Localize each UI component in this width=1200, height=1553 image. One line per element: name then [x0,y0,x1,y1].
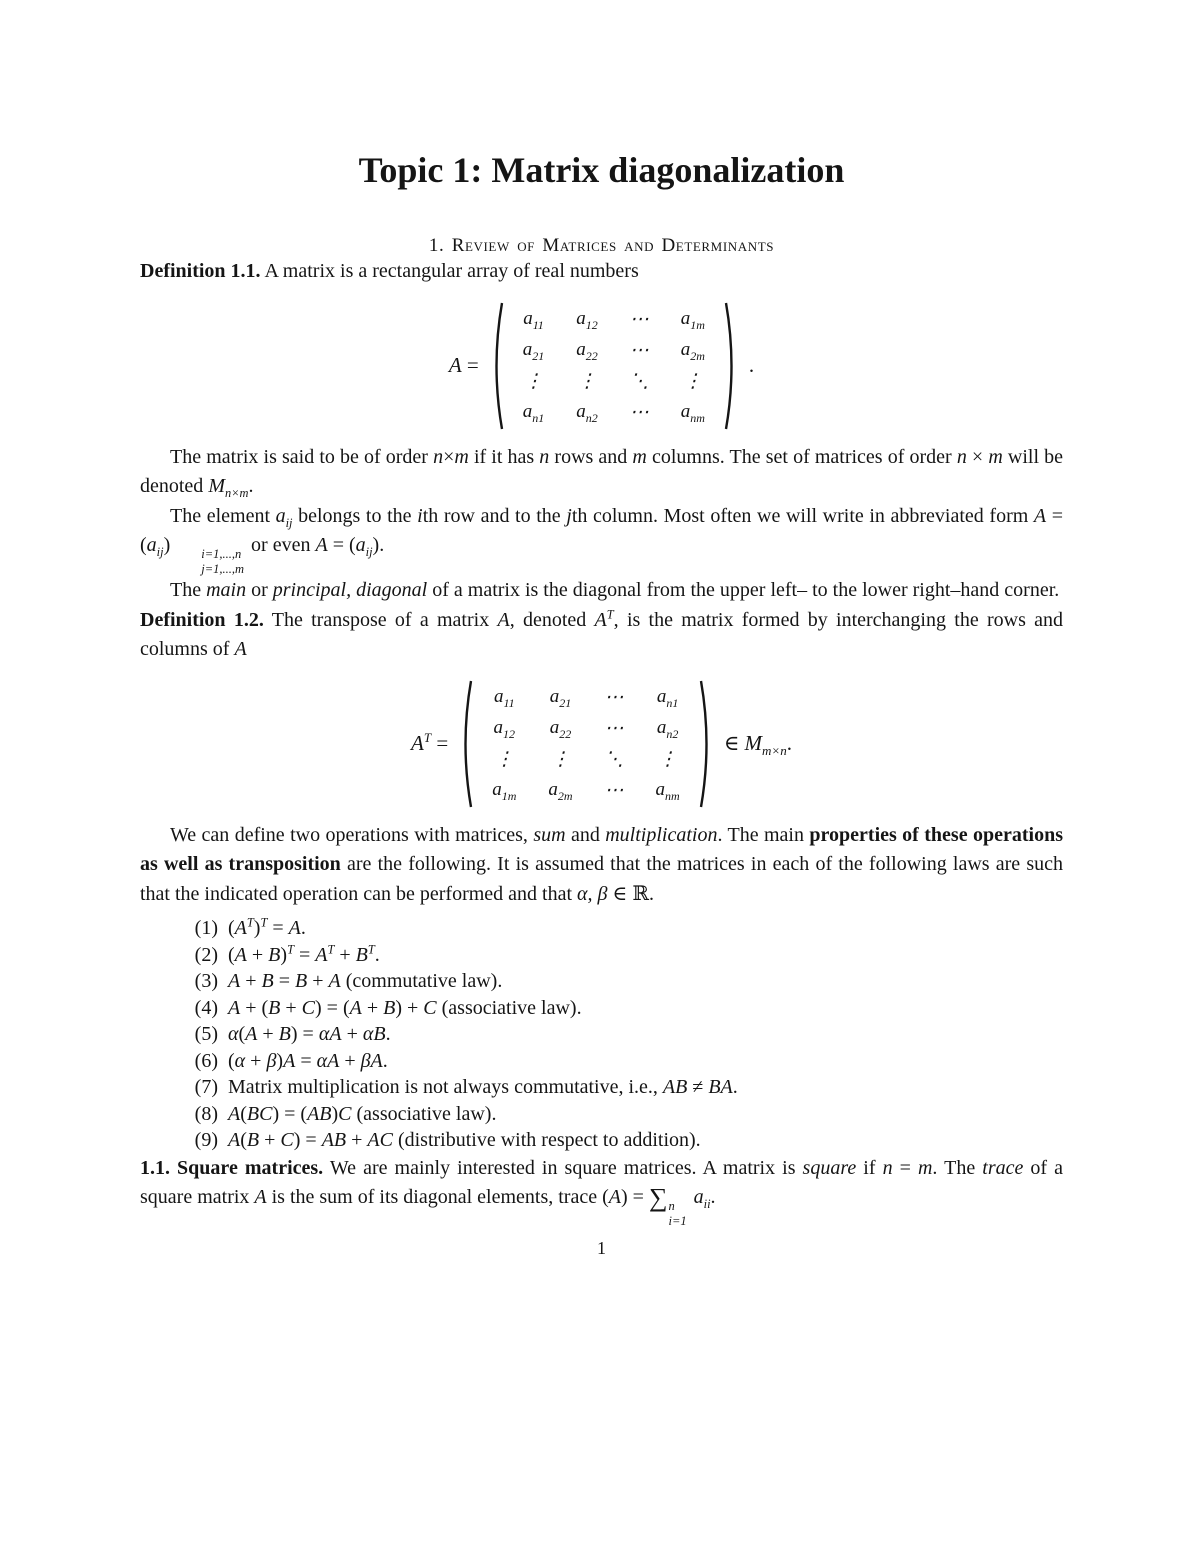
matrix-cell: $a_{12}$ [576,308,598,333]
matrix-at-left-paren [457,678,473,810]
matrix-cell: ⋮ [683,370,703,392]
matrix-cell: $a_{21}$ [522,339,545,364]
matrix-cell: $a_{nm}$ [655,779,680,803]
matrix-cell: $a_{12}$ [493,717,516,741]
property-label: (6) [194,1049,218,1072]
page-number: 1 [597,1237,606,1258]
matrix-at-right-paren [699,678,715,810]
matrix-a-suffix: . [748,353,755,378]
definition-1-2-paragraph: Definition 1.2. The transpose of a matrix A, denoted $A^T$, is the matrix formed by interchanging the rows and columns of A [140,606,1063,661]
matrix-cell: $a_{n2}$ [576,401,598,426]
matrix-a [507,304,721,428]
matrix-cell: ⋱ [604,748,624,770]
matrix-at-display [140,678,1063,810]
property-label: (8) [194,1102,218,1125]
property-item-7 [178,1074,1063,1101]
matrix-cell: ⋯ [604,779,624,801]
matrix-cell: $a_{22}$ [576,339,598,364]
matrix-cell: ⋯ [604,717,624,739]
matrix-cell: ⋮ [658,748,678,770]
definition-1-1-paragraph: Definition 1.1. A matrix is a rectangular array of real numbers [140,260,639,283]
paragraph-matrix-order: The matrix is said to be of order n×m if it has n rows and m columns. The set of matrices of order n × m will be denoted $M_{n\times m}$. [140,445,1064,501]
matrix-cell: ⋯ [629,339,649,361]
matrix-cell: ⋱ [629,370,649,392]
property-label: (9) [194,1129,218,1152]
property-label: (7) [194,1076,218,1099]
property-label: (5) [194,1023,218,1046]
matrix-cell: $a_{11}$ [523,308,544,333]
matrix-cell: ⋮ [494,748,514,770]
property-label: (3) [194,970,218,993]
paragraph-operations: We can define two operations with matrices, sum and multiplication. The main properties of these operations as well as transposition are the following. It is assumed that the matrices in each of the following laws are such that the indicated operation can be performed and that α, β ∈ ℝ. [140,823,1063,905]
matrix-at-suffix: ∈ $M_{m\times n}$. [723,731,792,759]
matrix-cell: ⋮ [550,748,570,770]
property-label: (1) [194,917,218,940]
document-title: Topic 1: Matrix diagonalization [358,150,845,190]
matrix-cell: $a_{n1}$ [656,686,679,710]
property-item-5 [178,1021,1063,1048]
matrix-at-lhs: $A^T$ = [411,730,449,756]
matrix-cell: $a_{21}$ [549,686,572,710]
matrix-cell: $a_{2m}$ [680,339,705,364]
property-formula: A + B = B + A (commutative law). [228,970,503,993]
property-formula: Matrix multiplication is not always commutative, i.e., AB ≠ BA. [228,1076,738,1099]
paragraph-main-diagonal: The main or principal, diagonal of a matrix is the diagonal from the upper left– to the lower right–hand corner. [170,579,1060,602]
property-formula: A(BC) = (AB)C (associative law). [228,1102,497,1125]
matrix-cell: $a_{n2}$ [656,717,679,741]
matrix-a-right-paren [724,300,740,432]
property-item-2 [178,942,1063,969]
property-formula: A(B + C) = AB + AC (distributive with respect to addition). [228,1129,701,1152]
matrix-cell: $a_{1m}$ [680,308,705,333]
matrix-cell: ⋮ [577,370,597,392]
property-formula: α(A + B) = αA + αB. [228,1023,391,1046]
matrix-cell: ⋯ [629,401,649,423]
property-item-9 [178,1127,1063,1154]
matrix-a-lhs: A = [448,353,479,378]
matrix-at [476,682,696,806]
matrix-a-display [140,300,1063,432]
property-item-8 [178,1101,1063,1128]
section-heading: 1. Review of Matrices and Determinants [428,235,775,257]
matrix-a-left-paren [488,300,504,432]
property-item-4 [178,995,1063,1022]
property-item-6 [178,1048,1063,1075]
property-formula: (α + β)A = αA + βA. [228,1049,388,1072]
square-matrices-paragraph: 1.1. Square matrices. We are mainly interested in square matrices. A matrix is square if n = m. The trace of a square matrix A is the sum of its diagonal elements, trace (A) = ∑ n i=1 $a_{ii}$. [140,1156,1064,1228]
matrix-cell: ⋮ [524,370,543,392]
matrix-cell: $a_{11}$ [493,686,515,710]
property-item-3 [178,968,1063,995]
property-item-1 [178,915,1063,942]
matrix-cell: $a_{1m}$ [492,779,517,803]
matrix-cell: $a_{n1}$ [522,401,545,426]
property-label: (2) [194,943,218,966]
matrix-cell: ⋯ [604,686,624,708]
matrix-cell: $a_{2m}$ [548,779,573,803]
property-formula: $(A + B)^T = A^T + B^T$. [228,941,380,966]
paragraph-matrix-element: The element $a_{ij}$ belongs to the ith row and to the jth column. Most often we will write in abbreviated form $A = (a_{ij})$ i=1,...,n j=1,...,m or even $A = (a_{ij})$. [140,504,1063,576]
matrix-cell: $a_{22}$ [549,717,572,741]
property-formula: $(A^T)^T = A$. [228,915,306,940]
properties-list [178,915,1063,1154]
matrix-cell: ⋯ [629,308,649,330]
property-formula: A + (B + C) = (A + B) + C (associative law). [228,996,582,1019]
matrix-cell: $a_{nm}$ [680,401,705,426]
property-label: (4) [194,996,218,1019]
